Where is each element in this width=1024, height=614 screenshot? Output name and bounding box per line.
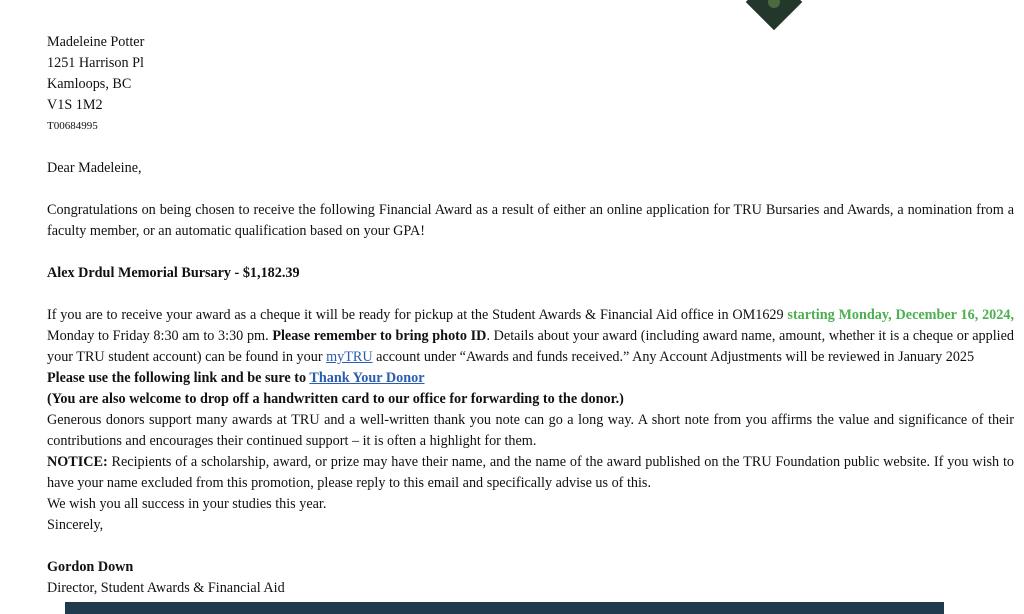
pickup-paragraph: If you are to receive your award as a cheque it will be ready for pickup at the Student Awards & Financial Aid office in OM1629 starting Monday, December 16, 2024, Monday to Friday 8:30 am to 3:30 pm. Please remember to bring photo ID. Details about your award (including award name, amount, whether it is a cheque or applied your TRU student account) can be found in your myTRU account under “Awards and funds received.” Any Account Adjustments will be reviewed in January 2025 — [47, 307, 1015, 365]
handwritten-card-note: (You are also welcome to drop off a handwritten card to our office for forwarding to the donor.) — [47, 391, 624, 407]
recipient-city: Kamloops, BC — [47, 76, 132, 92]
thank-you-line: Please use the following link and be sure to Thank Your Donor — [47, 370, 425, 386]
signature-name: Gordon Down — [47, 559, 134, 575]
greeting: Dear Madeleine, — [47, 160, 142, 176]
student-id: T00684995 — [47, 120, 98, 132]
donors-paragraph: Generous donors support many awards at TRU and a well-written thank you note can go a long way. A short note from you affirms the value and significance of their contributions and encourages their continued support – it is often a highlight for them. — [47, 412, 1014, 449]
tru-logo-icon — [746, 0, 803, 30]
mytru-link[interactable]: myTRU — [326, 349, 373, 365]
wish-line: We wish you all success in your studies this year. — [47, 496, 327, 512]
notice-label: NOTICE: — [47, 454, 108, 470]
recipient-name: Madeleine Potter — [47, 34, 145, 50]
award-title: Alex Drdul Memorial Bursary - $1,182.39 — [47, 265, 300, 281]
footer-banner — [65, 602, 944, 614]
pickup-date: starting Monday, December 16, 2024, — [787, 307, 1015, 323]
award-letter — [47, 32, 1014, 599]
closing: Sincerely, — [47, 517, 104, 533]
signature-title: Director, Student Awards & Financial Aid — [47, 580, 285, 596]
recipient-street: 1251 Harrison Pl — [47, 55, 144, 71]
photo-id-note: Please remember to bring photo ID — [272, 328, 487, 344]
notice-paragraph: NOTICE: Recipients of a scholarship, award, or prize may have their name, and the name of the award published on the TRU Foundation public website. If you wish to have your name excluded from this promotion, please reply to this email and specifically advise us of this. — [47, 454, 1014, 491]
intro-paragraph: Congratulations on being chosen to receive the following Financial Award as a result of either an online application for TRU Bursaries and Awards, a nomination from a faculty member, or an automatic qualification based on your GPA! — [47, 202, 1014, 239]
recipient-postal: V1S 1M2 — [47, 97, 103, 113]
thank-your-donor-link[interactable]: Thank Your Donor — [309, 370, 425, 386]
